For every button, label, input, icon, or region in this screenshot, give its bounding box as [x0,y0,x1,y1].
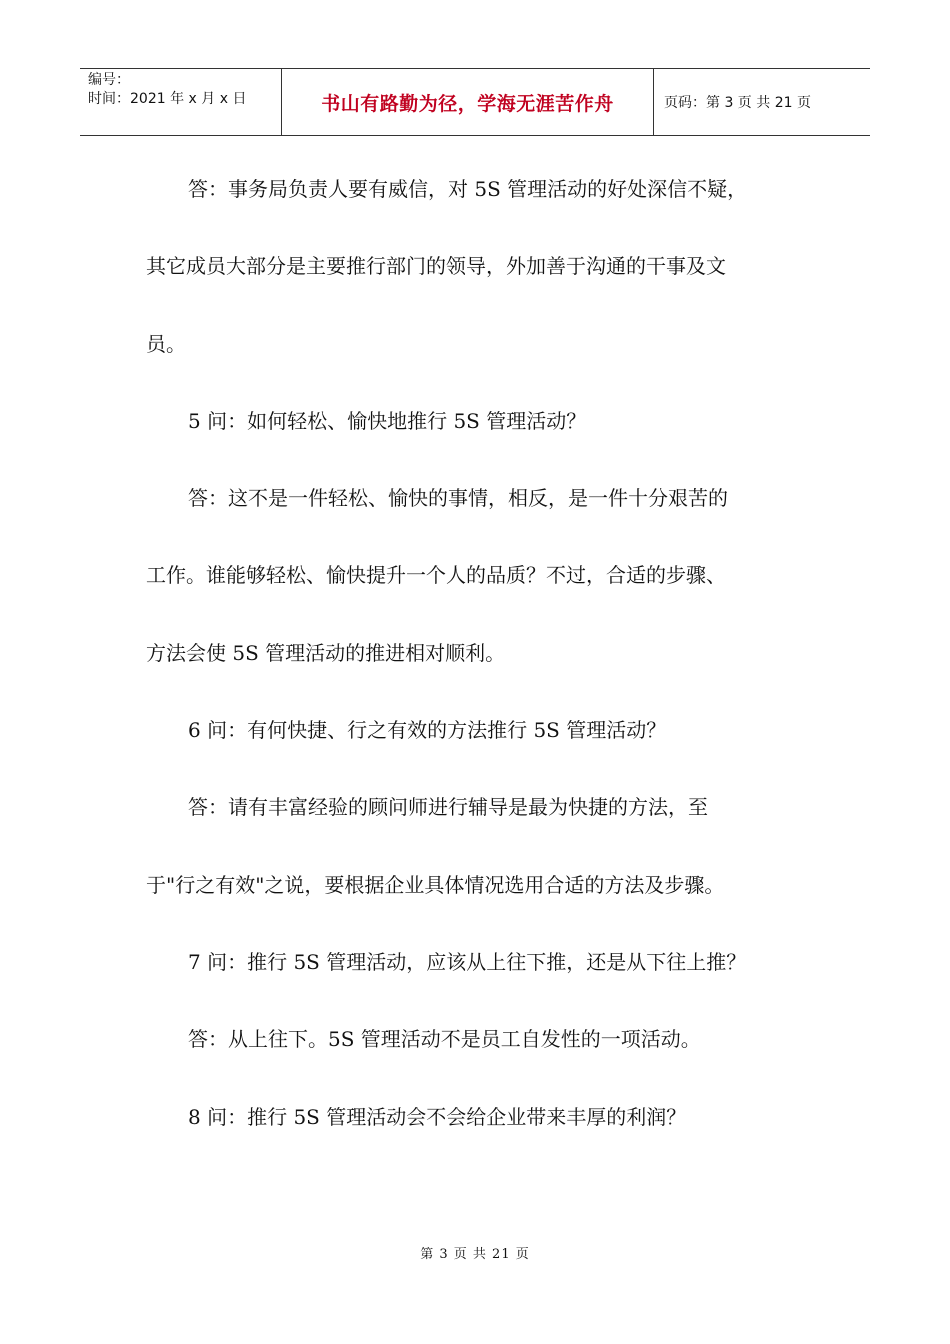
body-line: 工作。谁能够轻松、愉快提升一个人的品质？不过，合适的步骤、 [146,563,726,588]
document-time-label: 时间：2021 年 x 月 x 日 [88,91,247,107]
body-line: 方法会使 5S 管理活动的推进相对顺利。 [146,640,506,665]
body-line: 7 问：推行 5S 管理活动，应该从上往下推，还是从下往上推？ [188,949,747,974]
header-motto: 书山有路勤为径，学海无涯苦作舟 [282,69,654,135]
body-line: 答：这不是一件轻松、愉快的事情，相反，是一件十分艰苦的 [188,486,728,511]
body-line: 答：请有丰富经验的顾问师进行辅导是最为快捷的方法，至 [188,795,708,820]
document-body [146,151,806,1156]
body-line: 答：事务局负责人要有威信，对 5S 管理活动的好处深信不疑， [188,177,748,201]
page-footer: 第 3 页 共 21 页 [420,1247,530,1262]
header-meta [80,69,282,135]
body-line: 8 问：推行 5S 管理活动会不会给企业带来丰厚的利润？ [188,1104,687,1129]
header-page-info: 页码：第 3 页 共 21 页 [664,95,811,111]
page-header [80,68,870,136]
body-line: 于"行之有效"之说，要根据企业具体情况选用合适的方法及步骤。 [146,872,725,897]
body-line: 其它成员大部分是主要推行部门的领导，外加善于沟通的干事及文 [146,254,726,279]
body-line: 6 问：有何快捷、行之有效的方法推行 5S 管理活动？ [188,718,667,743]
document-number-label: 编号： [88,72,130,88]
body-line: 5 问：如何轻松、愉快地推行 5S 管理活动？ [188,408,587,433]
body-line: 员。 [146,331,186,356]
body-line: 答：从上往下。5S 管理活动不是员工自发性的一项活动。 [188,1027,701,1052]
